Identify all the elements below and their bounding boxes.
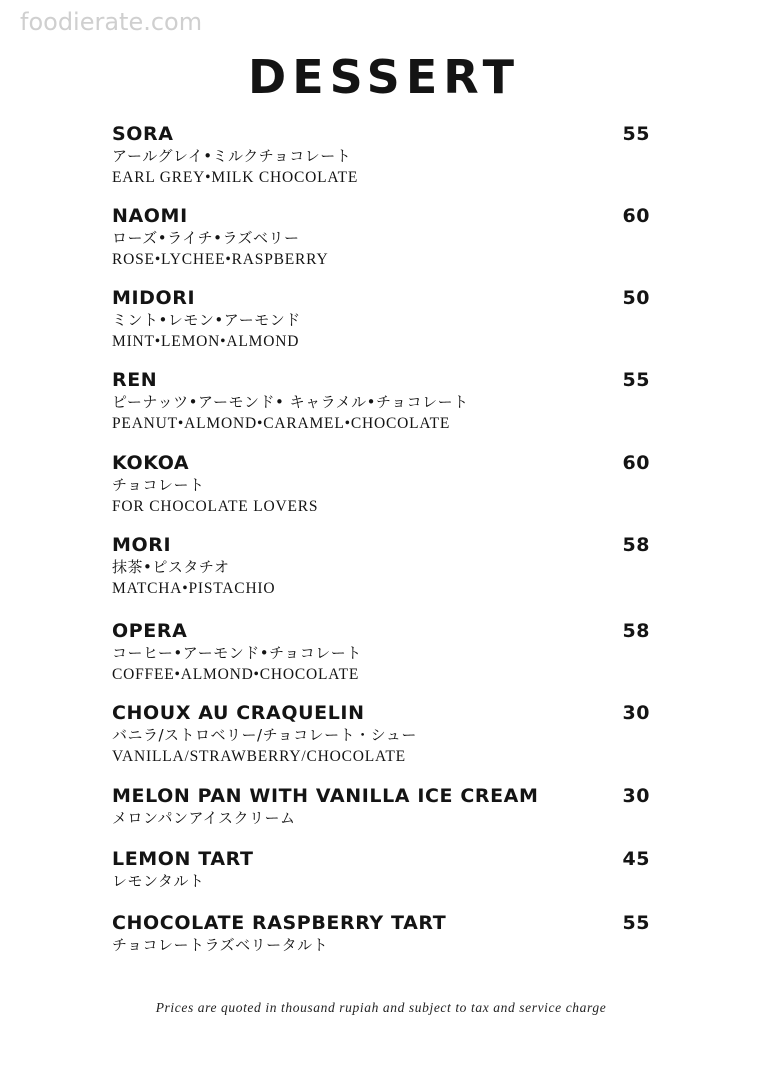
- item-english-description: EARL GREY•MILK CHOCOLATE: [112, 169, 359, 186]
- item-name: OPERA: [112, 620, 188, 642]
- item-english-description: MINT•LEMON•ALMOND: [112, 333, 300, 350]
- item-name: CHOUX AU CRAQUELIN: [112, 702, 365, 724]
- item-name: REN: [112, 369, 158, 391]
- item-name: NAOMI: [112, 205, 188, 227]
- watermark: foodierate.com: [20, 8, 203, 36]
- item-price: 60: [622, 205, 650, 227]
- item-price: 50: [622, 287, 650, 309]
- item-price: 58: [622, 534, 650, 556]
- price-disclaimer: Prices are quoted in thousand rupiah and subject to tax and service charge: [155, 1000, 607, 1015]
- item-japanese-description: ピーナッツ•アーモンド• キャラメル•チョコレート: [112, 393, 469, 411]
- item-japanese-description: ミント•レモン•アーモンド: [112, 311, 301, 329]
- item-english-description: COFFEE•ALMOND•CHOCOLATE: [112, 666, 360, 683]
- item-price: 55: [622, 123, 650, 145]
- item-name: MIDORI: [112, 287, 196, 309]
- item-price: 60: [622, 452, 650, 474]
- item-name: CHOCOLATE RASPBERRY TART: [112, 912, 447, 934]
- item-english-description: ROSE•LYCHEE•RASPBERRY: [112, 251, 329, 268]
- item-name: KOKOA: [112, 452, 190, 474]
- item-japanese-description: アールグレイ•ミルクチョコレート: [112, 147, 352, 165]
- item-price: 55: [622, 369, 650, 391]
- item-japanese-description: 抹茶•ピスタチオ: [112, 558, 230, 576]
- item-price: 30: [622, 702, 650, 724]
- item-japanese-description: チョコレート: [112, 476, 205, 494]
- item-name: SORA: [112, 123, 174, 145]
- item-japanese-description: ローズ•ライチ•ラズベリー: [112, 229, 300, 247]
- item-price: 55: [622, 912, 650, 934]
- item-japanese-description: レモンタルト: [112, 872, 205, 890]
- item-price: 58: [622, 620, 650, 642]
- item-english-description: FOR CHOCOLATE LOVERS: [112, 498, 319, 515]
- item-name: MORI: [112, 534, 172, 556]
- item-price: 30: [622, 785, 650, 807]
- item-price: 45: [622, 848, 650, 870]
- item-english-description: MATCHA•PISTACHIO: [112, 580, 276, 597]
- item-japanese-description: バニラ/ストロベリー/チョコレート・シュー: [112, 726, 417, 744]
- item-english-description: PEANUT•ALMOND•CARAMEL•CHOCOLATE: [112, 415, 451, 432]
- page-title: DESSERT: [248, 50, 520, 104]
- item-japanese-description: チョコレートラズベリータルト: [112, 936, 329, 954]
- item-name: LEMON TART: [112, 848, 254, 870]
- item-name: MELON PAN WITH VANILLA ICE CREAM: [112, 785, 539, 807]
- item-japanese-description: コーヒー•アーモンド•チョコレート: [112, 644, 362, 662]
- item-japanese-description: メロンパンアイスクリーム: [112, 809, 296, 827]
- item-english-description: VANILLA/STRAWBERRY/CHOCOLATE: [112, 748, 406, 765]
